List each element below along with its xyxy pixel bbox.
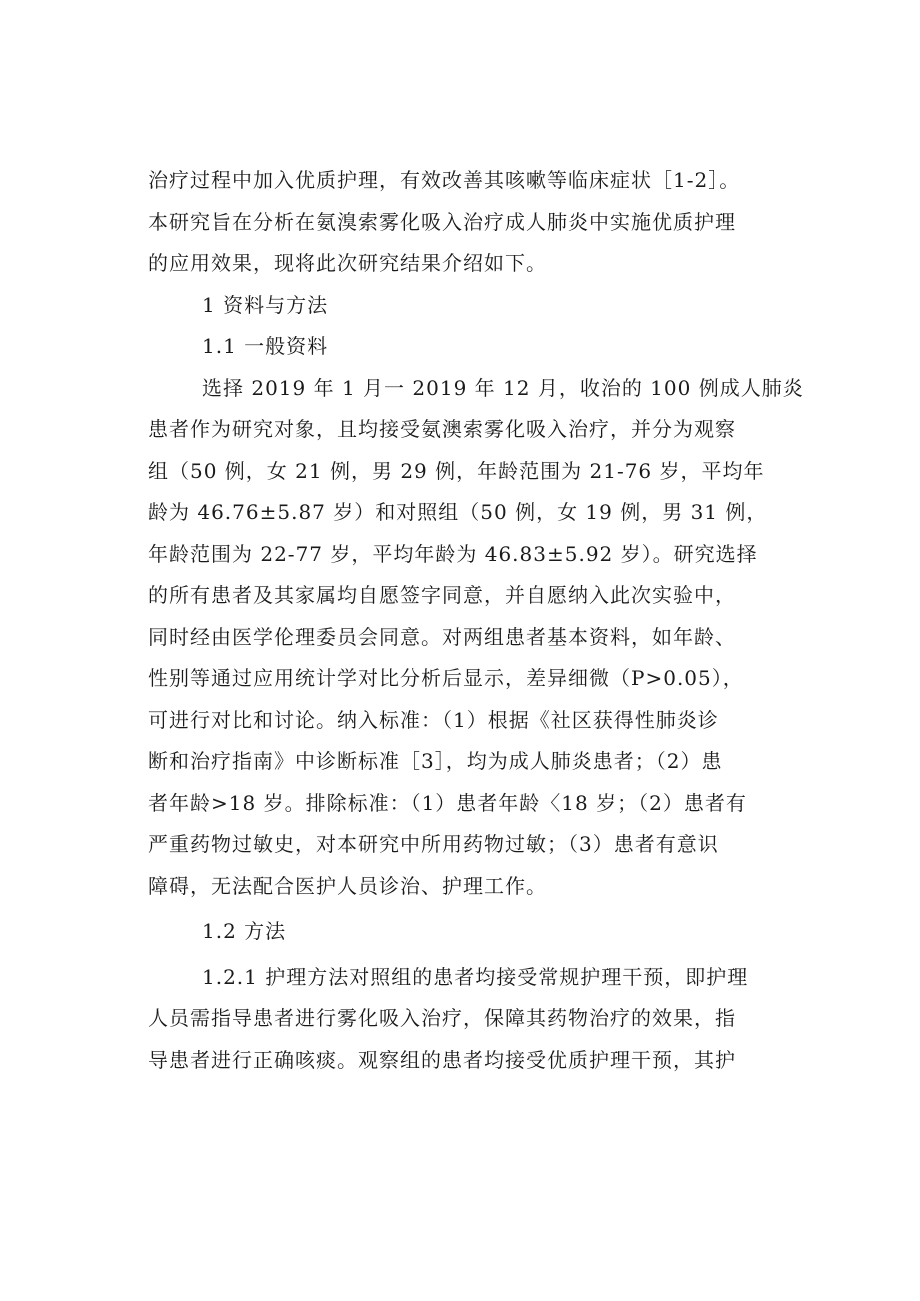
text-line: 的所有患者及其家属均自愿签字同意，并自愿纳入此次实验中，: [148, 583, 736, 607]
method-paragraph: [148, 957, 800, 1082]
intro-paragraph: [148, 160, 800, 285]
section-heading-1-1: 1.1 一般资料: [202, 334, 329, 358]
text-line: 者年龄>18 岁。排除标准：（1）患者年龄〈18 岁；（2）患者有: [148, 790, 747, 815]
text-line: 患者作为研究对象，且均接受氨澳索雾化吸入治疗，并分为观察: [148, 417, 736, 441]
text-line: 1.2.1 护理方法对照组的患者均接受常规护理干预，即护理: [202, 964, 749, 989]
text-line: 的应用效果，现将此次研究结果介绍如下。: [148, 251, 547, 275]
text-line: 人员需指导患者进行雾化吸入治疗，保障其药物治疗的效果，指: [148, 1006, 736, 1030]
general-data-paragraph: [148, 368, 804, 908]
document-body: [148, 160, 804, 1081]
text-line: 可进行对比和讨论。纳入标准：（1）根据《社区获得性肺炎诊: [148, 707, 719, 732]
text-line: 年龄范围为 22-77 岁，平均年龄为 46.83±5.92 岁）。研究选择: [148, 541, 758, 566]
text-line: 断和治疗指南》中诊断标准［3］，均为成人肺炎患者；（2）患: [148, 749, 723, 773]
text-line: 同时经由医学伦理委员会同意。对两组患者基本资料，如年龄、: [148, 624, 736, 649]
text-line: 导患者进行正确咳痰。观察组的患者均接受优质护理干预，其护: [148, 1047, 736, 1072]
text-line: 严重药物过敏史，对本研究中所用药物过敏；（3）患者有意识: [148, 832, 719, 856]
text-line: 障碍，无法配合医护人员诊治、护理工作。: [148, 873, 547, 898]
text-line: 选择 2019 年 1 月一 2019 年 12 月，收治的 100 例成人肺炎: [202, 375, 804, 400]
text-line: 龄为 46.76±5.87 岁）和对照组（50 例，女 19 例，男 31 例，: [148, 500, 768, 524]
text-line: 组（50 例，女 21 例，男 29 例，年龄范围为 21-76 岁，平均年: [148, 458, 765, 483]
section-heading-1-2: 1.2 方法: [202, 919, 287, 943]
text-line: 本研究旨在分析在氨溴索雾化吸入治疗成人肺炎中实施优质护理: [148, 209, 736, 234]
section-heading-1: 1 资料与方法: [202, 292, 329, 317]
text-line: 治疗过程中加入优质护理，有效改善其咳嗽等临床症状［1-2］。: [148, 168, 741, 192]
text-line: 性别等通过应用统计学对比分析后显示，差异细微（P>0.05），: [148, 666, 744, 690]
